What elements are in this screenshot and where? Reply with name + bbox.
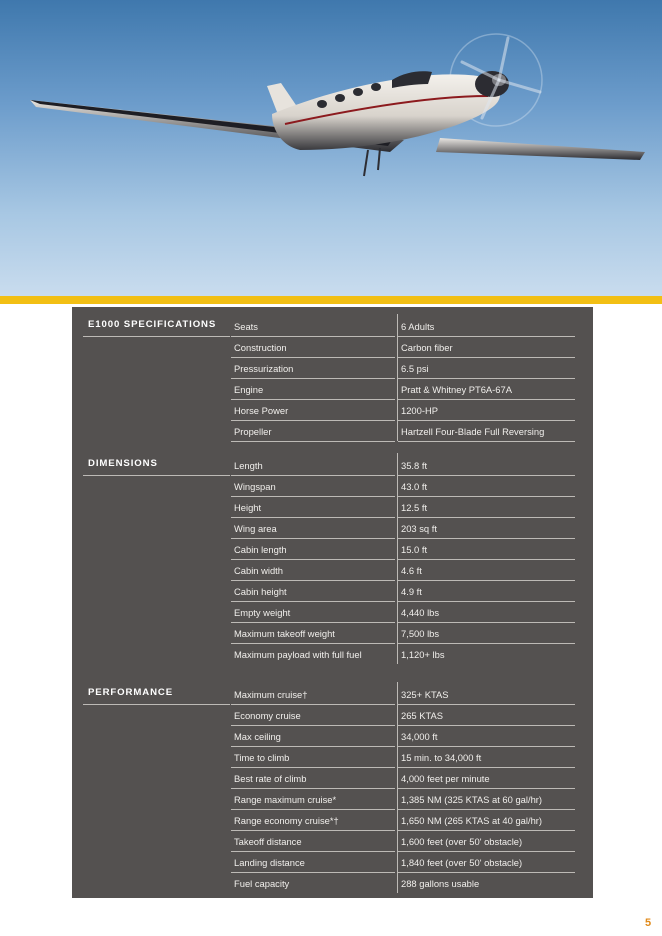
- spec-value: 35.8 ft: [401, 460, 428, 471]
- spec-label: Max ceiling: [234, 731, 281, 742]
- spec-label: Horse Power: [234, 405, 289, 416]
- spec-value: Carbon fiber: [401, 342, 453, 353]
- spec-value: 7,500 lbs: [401, 628, 440, 639]
- spec-value: 325+ KTAS: [401, 689, 449, 700]
- spec-row: [72, 400, 593, 421]
- spec-label: Pressurization: [234, 363, 294, 374]
- spec-value: 288 gallons usable: [401, 878, 480, 889]
- spec-value: 12.5 ft: [401, 502, 428, 513]
- spec-row: [72, 379, 593, 400]
- spec-row: [72, 873, 593, 894]
- spec-row: [72, 602, 593, 623]
- spec-value: 1,650 NM (265 KTAS at 40 gal/hr): [401, 815, 543, 826]
- spec-label: Range economy cruise*†: [234, 815, 339, 826]
- spec-row: [72, 539, 593, 560]
- right-wing: [436, 138, 645, 160]
- spec-label: Height: [234, 502, 262, 513]
- spec-row: [72, 747, 593, 768]
- spec-row: [72, 476, 593, 497]
- spec-row: [72, 852, 593, 873]
- spec-value: 1,120+ lbs: [401, 649, 445, 660]
- spec-label: Wingspan: [234, 481, 276, 492]
- spec-row: [72, 623, 593, 644]
- spec-label: Range maximum cruise*: [234, 794, 337, 805]
- spec-label: Maximum takeoff weight: [234, 628, 335, 639]
- accent-band: [0, 296, 662, 304]
- spec-label: Construction: [234, 342, 287, 353]
- spec-label: Cabin length: [234, 544, 287, 555]
- spec-label: Economy cruise: [234, 710, 301, 721]
- spec-value: 15.0 ft: [401, 544, 428, 555]
- spec-row: [72, 684, 593, 705]
- spec-value: 6 Adults: [401, 321, 435, 332]
- hero-aircraft-photo: [0, 0, 662, 296]
- spec-label: Best rate of climb: [234, 773, 307, 784]
- spec-row: [72, 518, 593, 539]
- spec-label: Length: [234, 460, 263, 471]
- specifications-panel: [72, 307, 593, 898]
- landing-gear: [364, 148, 380, 176]
- spec-row: [72, 581, 593, 602]
- spec-label: Takeoff distance: [234, 836, 302, 847]
- spec-row: [72, 337, 593, 358]
- spec-value: 1,385 NM (325 KTAS at 60 gal/hr): [401, 794, 543, 805]
- spec-value: 265 KTAS: [401, 710, 444, 721]
- spec-value: 34,000 ft: [401, 731, 438, 742]
- spec-row: [72, 705, 593, 726]
- spec-row: [72, 831, 593, 852]
- spec-value: 4.6 ft: [401, 565, 422, 576]
- spec-label: Empty weight: [234, 607, 291, 618]
- spec-row: [72, 810, 593, 831]
- spec-row: [72, 421, 593, 442]
- spec-label: Cabin width: [234, 565, 283, 576]
- fuselage: [272, 74, 500, 150]
- spec-value: 15 min. to 34,000 ft: [401, 752, 482, 763]
- section-title: PERFORMANCE: [88, 687, 174, 698]
- spec-label: Fuel capacity: [234, 878, 290, 889]
- spec-label: Landing distance: [234, 857, 305, 868]
- spec-value: 4,440 lbs: [401, 607, 440, 618]
- spec-label: Cabin height: [234, 586, 287, 597]
- spec-row: [72, 768, 593, 789]
- spec-value: Hartzell Four-Blade Full Reversing: [401, 426, 545, 437]
- spec-row: [72, 455, 593, 476]
- spec-label: Engine: [234, 384, 264, 395]
- spec-value: 4.9 ft: [401, 586, 422, 597]
- section-title: E1000 SPECIFICATIONS: [88, 319, 217, 330]
- spec-label: Seats: [234, 321, 258, 332]
- spec-value: 43.0 ft: [401, 481, 428, 492]
- spec-value: 1200-HP: [401, 405, 439, 416]
- spec-row: [72, 358, 593, 379]
- spec-label: Time to climb: [234, 752, 290, 763]
- spec-row: [72, 726, 593, 747]
- spec-row: [72, 316, 593, 337]
- spec-label: Maximum payload with full fuel: [234, 649, 362, 660]
- spec-label: Propeller: [234, 426, 272, 437]
- page-number: 5: [645, 917, 652, 929]
- spec-row: [72, 497, 593, 518]
- spec-row: [72, 789, 593, 810]
- spec-value: Pratt & Whitney PT6A-67A: [401, 384, 512, 395]
- spec-row: [72, 560, 593, 581]
- spec-label: Wing area: [234, 523, 277, 534]
- spec-value: 1,840 feet (over 50' obstacle): [401, 857, 523, 868]
- section-title: DIMENSIONS: [88, 458, 158, 469]
- aircraft-illustration: [0, 0, 662, 296]
- spec-value: 4,000 feet per minute: [401, 773, 490, 784]
- spec-label: Maximum cruise†: [234, 689, 308, 700]
- spec-row: [72, 644, 593, 665]
- spec-value: 6.5 psi: [401, 363, 429, 374]
- spec-value: 203 sq ft: [401, 523, 437, 534]
- spec-value: 1,600 feet (over 50' obstacle): [401, 836, 523, 847]
